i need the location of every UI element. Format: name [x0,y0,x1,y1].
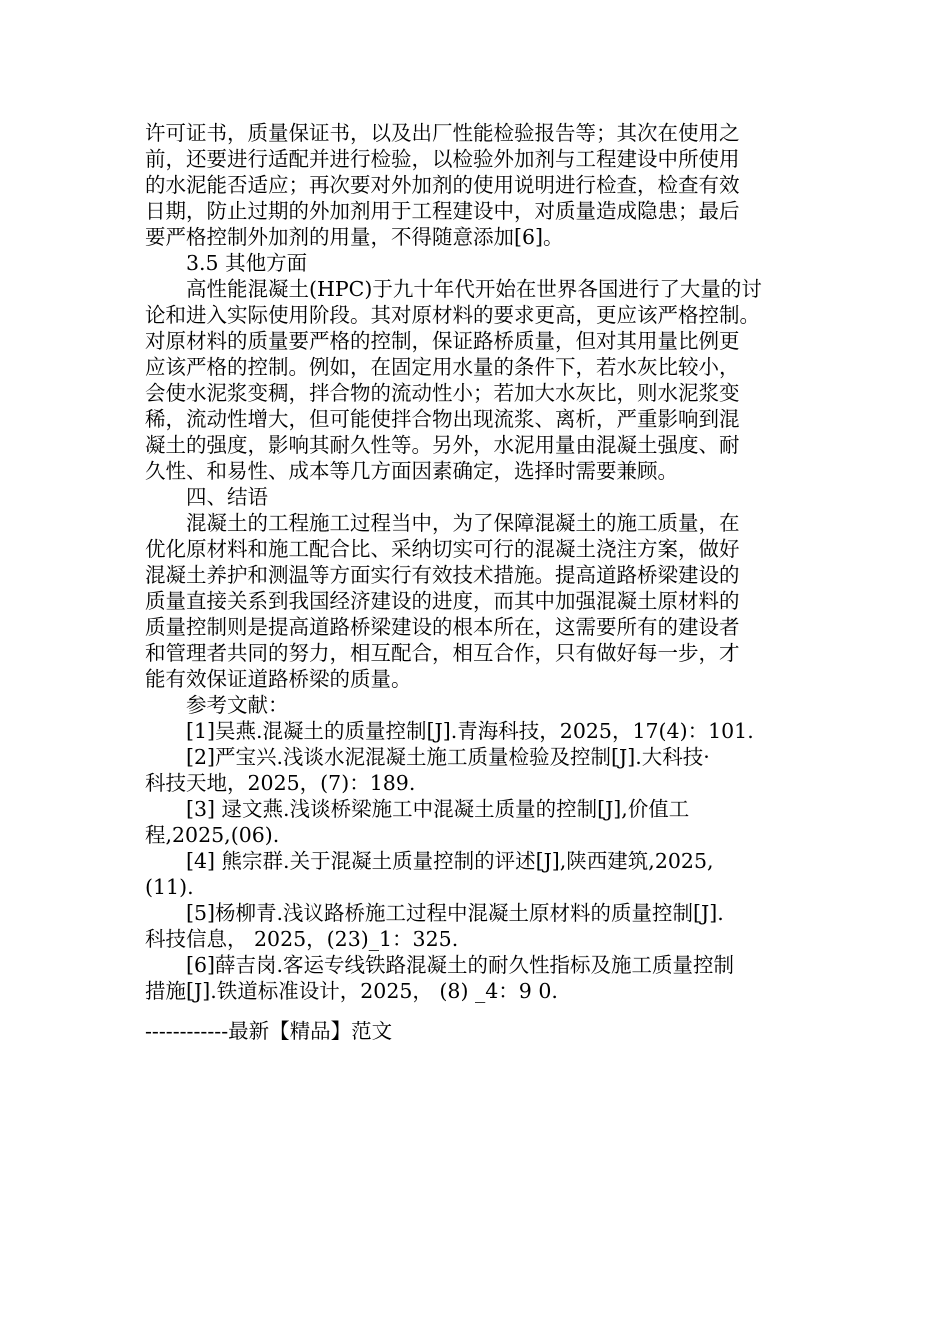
text-line: 许可证书，质量保证书，以及出厂性能检验报告等；其次在使用之 [145,121,740,145]
text-line: 和管理者共同的努力，相互配合，相互合作，只有做好每一步，才 [145,641,740,665]
text-line: 高性能混凝土(HPC)于九十年代开始在世界各国进行了大量的讨 [145,277,762,301]
document-body [145,120,810,1004]
text-line: 稀，流动性增大，但可能使拌合物出现流浆、离析，严重影响到混 [145,407,740,431]
reference-line: [5]杨柳青.浅议路桥施工过程中混凝土原材料的质量控制[J]. [145,901,724,925]
text-line: 优化原材料和施工配合比、采纳切实可行的混凝土浇注方案，做好 [145,537,740,561]
reference-line: [6]薛吉岗.客运专线铁路混凝土的耐久性指标及施工质量控制 [145,953,735,977]
text-line: 久性、和易性、成本等几方面因素确定，选择时需要兼顾。 [145,459,678,483]
reference-line: (11). [145,875,194,899]
text-line: 凝土的强度，影响其耐久性等。另外，水泥用量由混凝土强度、耐 [145,433,740,457]
reference-line: [1]吴燕.混凝土的质量控制[J].青海科技，2025，17(4)：101. [145,719,754,743]
text-line: 论和进入实际使用阶段。其对原材料的要求更高，更应该严格控制。 [145,303,760,327]
text-line: 混凝土养护和测温等方面实行有效技术措施。提高道路桥梁建设的 [145,563,740,587]
reference-line: 程,2025,(06). [145,823,280,847]
text-line: 会使水泥浆变稠，拌合物的流动性小；若加大水灰比，则水泥浆变 [145,381,740,405]
text-line: 对原材料的质量要严格的控制，保证路桥质量，但对其用量比例更 [145,329,740,353]
reference-line: 科技天地，2025，(7)：189. [145,771,416,795]
reference-line: [2]严宝兴.浅谈水泥混凝土施工质量检验及控制[J].大科技· [145,745,710,769]
reference-line: 措施[J].铁道标准设计，2025， (8) _4：9 0. [145,979,558,1003]
reference-line: [3] 逯文燕.浅谈桥梁施工中混凝土质量的控制[J],价值工 [145,797,690,821]
text-line: 前，还要进行适配并进行检验，以检验外加剂与工程建设中所使用 [145,147,740,171]
section-heading: 四、结语 [145,485,268,509]
text-line: 质量直接关系到我国经济建设的进度，而其中加强混凝土原材料的 [145,589,740,613]
text-line: 混凝土的工程施工过程当中，为了保障混凝土的施工质量，在 [145,511,740,535]
section-heading: 3.5 其他方面 [145,251,308,275]
reference-line: [4] 熊宗群.关于混凝土质量控制的评述[J],陕西建筑,2025, [145,849,714,873]
text-line: 日期，防止过期的外加剂用于工程建设中，对质量造成隐患；最后 [145,199,740,223]
text-line: 能有效保证道路桥梁的质量。 [145,667,412,691]
text-line: 要严格控制外加剂的用量，不得随意添加[6]。 [145,225,564,249]
reference-line: 科技信息， 2025，(23)_1：325. [145,927,459,951]
text-line: 质量控制则是提高道路桥梁建设的根本所在，这需要所有的建设者 [145,615,740,639]
text-line: 的水泥能否适应；再次要对外加剂的使用说明进行检查，检查有效 [145,173,740,197]
footer-text: ------------最新【精品】范文 [145,1019,393,1043]
text-line: 应该严格的控制。例如，在固定用水量的条件下，若水灰比较小， [145,355,740,379]
references-heading: 参考文献： [145,693,289,717]
